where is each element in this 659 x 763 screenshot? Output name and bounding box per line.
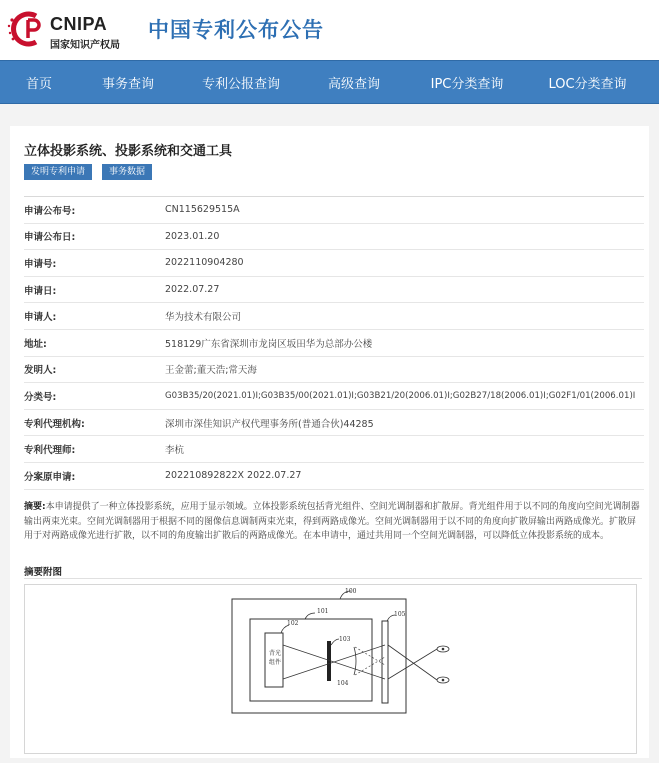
info-row <box>24 436 644 463</box>
patent-detail-panel <box>10 126 649 758</box>
nav-home[interactable]: 首页 <box>25 76 52 92</box>
divider <box>24 578 642 579</box>
field-value: 2022.07.27 <box>165 284 220 296</box>
nav-gazette-query[interactable]: 专利公报查询 <box>201 76 280 92</box>
info-row <box>24 277 644 304</box>
light-ray <box>355 657 385 675</box>
abstract-figure <box>24 584 637 754</box>
label-104: 104 <box>337 680 349 687</box>
field-label: 申请号: <box>24 258 57 270</box>
label-100: 100 <box>345 588 357 595</box>
site-header <box>0 0 659 60</box>
backlight-label-2: 组件 <box>269 659 282 666</box>
nav-advanced-query[interactable]: 高级查询 <box>327 76 380 92</box>
field-value: 深圳市深佳知识产权代理事务所(普通合伙)44285 <box>165 418 374 430</box>
nav-loc-query[interactable]: LOC分类查询 <box>548 76 627 92</box>
field-value: 2022110904280 <box>165 257 244 269</box>
field-label: 申请人: <box>24 312 57 324</box>
info-row <box>24 303 644 330</box>
field-value: 王金蕾;董天浩;常天海 <box>165 365 257 377</box>
field-label: 发明人: <box>24 365 57 377</box>
abstract-text: 本申请提供了一种立体投影系统，应用于显示领域。立体投影系统包括背光组件、空间光调制器和扩散屏。背光组件用于以不同的角度向空间光调制器输出两束光束。空间光调制器用于根据不同的图像信息调制两束光束，得到两路成像光。空间光调制器用于以不同的角度向扩散屏输出两路成像光。扩散屏用于对两路成像光进行扩散，以不同的角度输出扩散后的两路成像光。在本申请中，通过共用同一个空间光调制器，可以降低立体投影系统的成本。 <box>24 502 640 541</box>
info-row <box>24 224 644 251</box>
field-label: 申请公布号: <box>24 205 76 217</box>
field-value: CN115629515A <box>165 204 240 216</box>
nav-ipc-query[interactable]: IPC分类查询 <box>430 76 504 92</box>
field-value: 华为技术有限公司 <box>165 312 242 324</box>
lens <box>354 647 356 675</box>
cnipa-logo[interactable] <box>6 8 136 52</box>
field-label: 分类号: <box>24 391 57 403</box>
field-label: 申请公布日: <box>24 232 76 244</box>
info-row <box>24 463 644 490</box>
label-102: 102 <box>287 620 299 627</box>
field-label: 专利代理机构: <box>24 418 85 430</box>
info-row <box>24 357 644 384</box>
field-label: 分案原申请: <box>24 471 76 483</box>
tag-transaction-data[interactable]: 事务数据 <box>102 164 152 180</box>
logo-text: CNIPA <box>50 14 108 34</box>
site-title: 中国专利公布公告 <box>148 18 324 42</box>
backlight-label-1: 背光 <box>269 650 282 657</box>
abstract-label: 摘要: <box>24 502 46 512</box>
field-value: 518129广东省深圳市龙岗区坂田华为总部办公楼 <box>165 338 373 350</box>
label-101: 101 <box>317 608 329 615</box>
field-label: 申请日: <box>24 285 57 297</box>
field-value: 2023.01.20 <box>165 230 220 242</box>
abstract-figure-title: 摘要附图 <box>24 567 63 578</box>
diffusion-screen <box>382 621 388 703</box>
info-row <box>24 197 644 224</box>
info-row <box>24 410 644 437</box>
system-frame <box>232 599 406 713</box>
field-label: 专利代理师: <box>24 445 76 457</box>
patent-info-table <box>24 196 644 490</box>
label-103: 103 <box>339 636 351 643</box>
tag-invention-application[interactable]: 发明专利申请 <box>24 164 92 180</box>
abstract <box>24 500 642 544</box>
field-value: 202210892822X 2022.07.27 <box>165 470 302 482</box>
info-row <box>24 250 644 277</box>
optical-diagram <box>25 585 636 753</box>
info-row <box>24 383 644 410</box>
field-label: 地址: <box>24 338 47 350</box>
main-nav <box>0 60 659 104</box>
field-value: G03B35/20(2021.01)I;G03B35/00(2021.01)I;G03B21/20(2006.01)I;G02B27/18(2006.01)I;G02F1/01(2006.01)I <box>165 390 636 401</box>
logo-subtitle: 国家知识产权局 <box>50 40 120 51</box>
cnipa-emblem-icon <box>6 10 44 48</box>
nav-transaction-query[interactable]: 事务查询 <box>101 76 154 92</box>
label-105: 105 <box>394 611 406 618</box>
info-row <box>24 330 644 357</box>
patent-title: 立体投影系统、投影系统和交通工具 <box>24 144 233 159</box>
field-value: 李杭 <box>165 445 185 457</box>
